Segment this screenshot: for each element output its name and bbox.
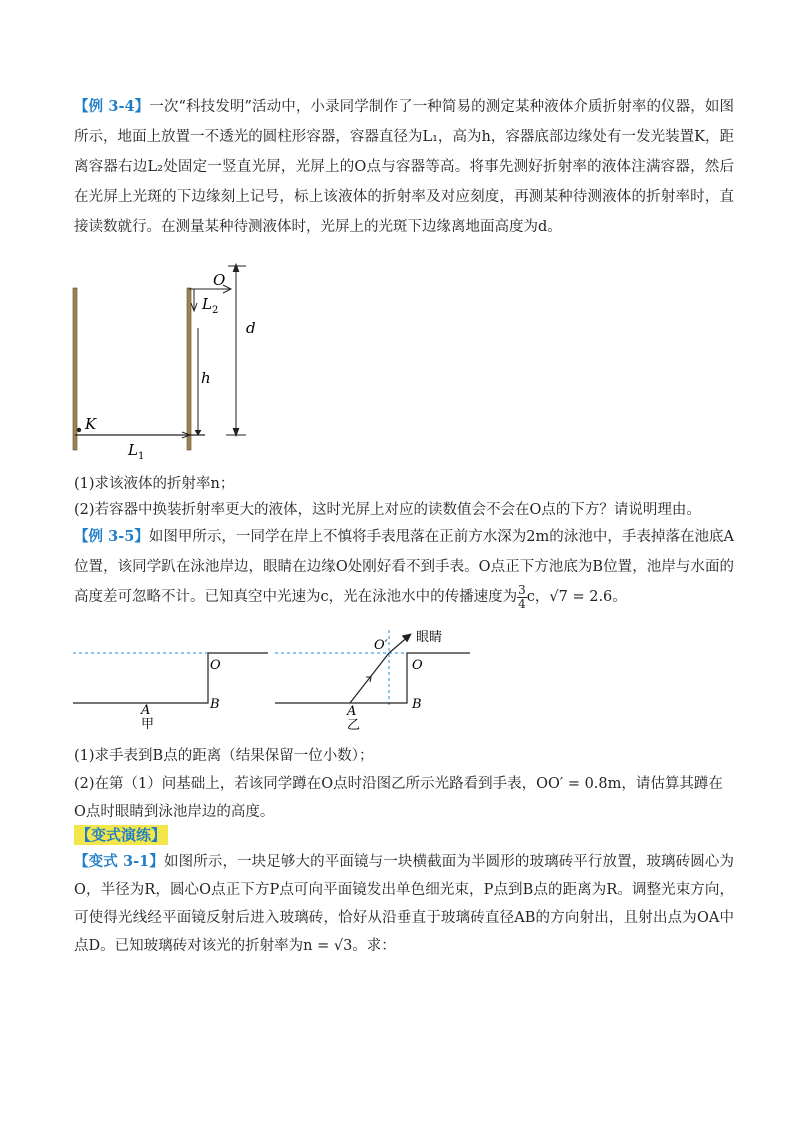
example-3-4-tag: 【例 3-4】 [74,98,150,115]
example-3-5-question-1: (1)求手表到B点的距离（结果保留一位小数）； [74,748,374,764]
label-d: d [246,319,256,337]
variant-3-1-text: 【变式 3-1】如图所示，一块足够大的平面镜与一块横截面为半圆形的玻璃砖平行放置，玻璃砖圆心为O，半径为R，圆心O点正下方P点可向平面镜发出单色细光束，P点到B点的距离为R。调整光束方向，可使得光线经平面镜反射后进入玻璃砖，恰好从沿垂直于玻璃砖直径AB的方向射出，且射出点为OA中点D。已知玻璃砖对该光的折射率为n = √3。求： [74,853,734,954]
caption-yi: 乙 [347,718,361,733]
pool-outline [73,653,268,703]
pool-outline [275,653,470,703]
example-3-4-text: 【例 3-4】一次“科技发明”活动中，小录同学制作了一种简易的测定某种液体介质折射率的仪器，如图所示，地面上放置一不透光的圆柱形容器，容器直径为L₁，高为h，容器底部边缘处有一发光装置K，距离容器右边L₂处固定一竖直光屏，光屏上的O点与容器等高。将事先测好折射率的液体注满容器，然后在光屏上光斑的下边缘刻上记号，标上该液体的折射率及对应刻度，再测某种待测液体的折射率时，直接读数就行。在测量某种待测液体时，光屏上的光斑下边缘离地面高度为d。 [74,98,734,235]
container-left-wall [73,288,77,450]
label-eye: 眼睛 [416,630,443,645]
figure-container-screen [60,258,280,468]
example-3-5-tag: 【例 3-5】 [74,528,149,545]
label-b: B [210,697,220,712]
light-source-k [77,428,81,432]
label-l1: $L_1$ [128,441,145,462]
label-o: O [210,658,221,673]
label-o: O [213,271,226,289]
example-3-5-text: 【例 3-5】如图甲所示，一同学在岸上不慎将手表甩落在正前方水深为2m的泳池中，手表掉落在池底A位置，该同学趴在泳池岸边，眼睛在边缘O处刚好看不到手表。O点正下方池底为B位置，池岸与水面的高度差可忽略不计。已知真空中光速为c，光在泳池水中的传播速度为 $\frac{3}{4}$ c，√7 = 2.6。 [74,528,734,611]
practice-heading: 【变式演练】 [76,826,167,844]
container-right-wall [187,288,191,450]
label-o: O [412,658,423,673]
example-3-4-question-2: (2)若容器中换装折射率更大的液体，这时光屏上对应的读数值会不会在O点的下方？请说明理由。 [74,502,701,518]
speed-fraction: $\frac{3}{4}$ [518,582,526,611]
label-l2: $L_2$ [202,295,219,316]
example-3-5-question-2: (2)在第（1）问基础上，若该同学蹲在O点时沿图乙所示光路看到手表，OO′ = 0.8m，请估算其蹲在O点时眼睛到泳池岸边的高度。 [74,776,723,820]
label-o-prime: O′ [374,638,388,653]
label-a: A [141,703,151,718]
figure-pool-a [68,640,268,735]
label-k: K [85,415,97,433]
light-ray-water [350,653,389,703]
label-b: B [412,697,422,712]
label-h: h [201,369,211,387]
variant-3-1-tag: 【变式 3-1】 [74,853,164,870]
example-3-4-question-1: (1)求该液体的折射率n； [74,476,235,492]
label-a: A [347,704,357,719]
figure-pool-b [270,625,470,740]
caption-jia: 甲 [141,717,155,732]
